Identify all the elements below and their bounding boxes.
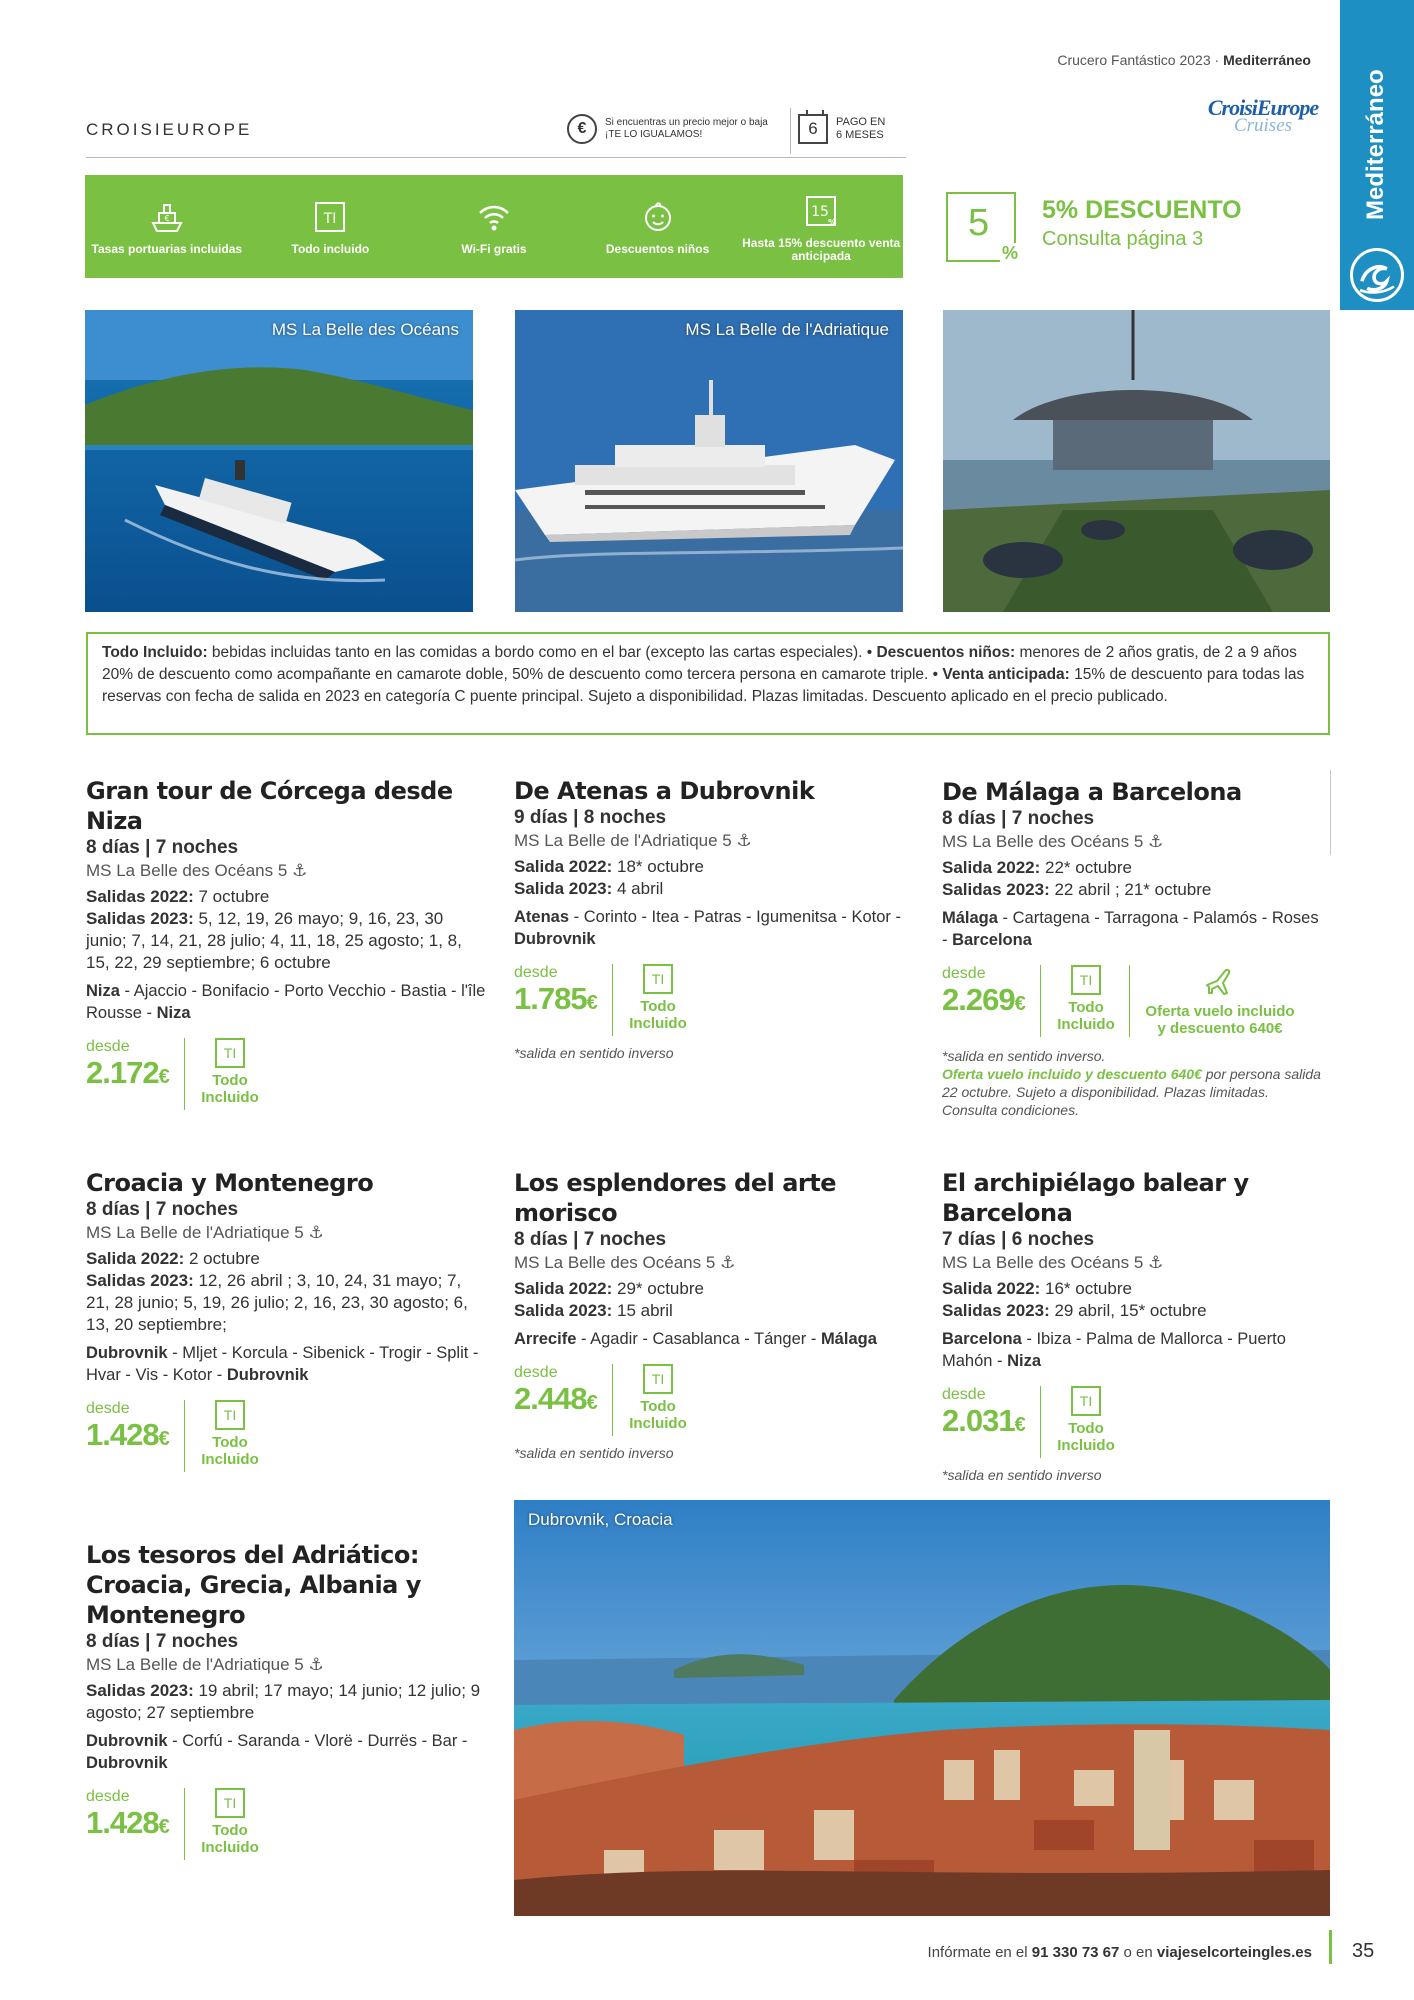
todo-incluido-badge: TI Todo Incluido	[197, 1400, 263, 1468]
trip-note: *salida en sentido inverso	[514, 1445, 674, 1461]
price-row: desde 2.448€ TI Todo Incluido	[514, 1364, 914, 1436]
flight-offer-badge: Oferta vuelo incluido y descuento 640€	[1140, 965, 1300, 1037]
discount-badge: 5 %	[946, 192, 1016, 262]
trip-duration: 8 días | 7 noches	[86, 1199, 239, 1220]
calendar-icon: 6	[798, 114, 828, 144]
trip-route: Niza - Ajaccio - Bonifacio - Porto Vecchio - Bastia - l'île Rousse - Niza	[86, 982, 486, 1022]
anchor-icon: ⚓	[720, 1253, 736, 1272]
plane-icon	[1203, 965, 1237, 999]
trip-ship: MS La Belle de l'Adriatique 5 ⚓	[514, 831, 752, 850]
payment-badge	[798, 114, 885, 144]
trip-dates: Salida 2022: 18* octubre Salida 2023: 4 abril	[514, 857, 704, 898]
photo-caption: MS La Belle de l'Adriatique	[685, 320, 889, 339]
trip-note: *salida en sentido inverso. Oferta vuelo incluido y descuento 640€ por persona salida 22 octubre. Sujeto a disponibilidad. Plazas limitadas. Consulta condiciones.	[942, 1048, 1321, 1118]
trip-card	[942, 777, 1322, 1119]
photo-deck	[943, 310, 1330, 612]
todo-incluido-badge: TI Todo Incluido	[197, 1788, 263, 1856]
trip-card	[514, 776, 914, 1062]
trip-duration: 8 días | 7 noches	[86, 837, 239, 858]
ti-icon: TI	[1071, 1386, 1101, 1416]
price: 1.785€	[514, 981, 597, 1016]
trip-duration: 8 días | 7 noches	[514, 1229, 667, 1250]
ship-icon	[147, 197, 187, 237]
trip-route: Dubrovnik - Mljet - Korcula - Sibenick - Trogir - Split - Hvar - Vis - Kotor - Dubrovnik	[86, 1344, 479, 1384]
conditions-box: Todo Incluido: bebidas incluidas tanto en las comidas a bordo como en el bar (excepto las cartas especiales). • Descuentos niños: menores de 2 años gratis, de 2 a 9 años 20% de descuento como acompañante en camarote doble, 50% de descuento como tercera persona en camarote triple. • Venta anticipada: 15% de descuento para todas las reservas con fecha de salida en 2023 en categoría C puente principal. Sujeto a disponibilidad. Plazas limitadas. Descuento aplicado en el precio publicado.	[86, 632, 1330, 735]
trip-dates: Salida 2022: 22* octubre Salidas 2023: 22 abril ; 21* octubre	[942, 858, 1212, 899]
trip-note: *salida en sentido inverso	[514, 1045, 674, 1061]
divider	[1329, 1930, 1332, 1964]
svg-text:%: %	[828, 217, 837, 227]
page-number: 35	[1352, 1940, 1375, 1962]
trip-dates: Salida 2022: 29* octubre Salida 2023: 15 abril	[514, 1279, 704, 1320]
trip-route: Dubrovnik - Corfú - Saranda - Vlorë - Durrës - Bar - Dubrovnik	[86, 1732, 468, 1772]
trip-dates: Salida 2022: 2 octubre Salidas 2023: 12, 26 abril ; 3, 10, 24, 31 mayo; 7, 21, 28 junio; 5, 19, 26 julio; 2, 16, 23, 30 agosto; 6, 13, 20 septiembre;	[86, 1249, 468, 1334]
trip-card	[942, 1168, 1332, 1484]
feature-venta-anticipada: 15 % Hasta 15% descuento venta anticipada	[739, 175, 903, 278]
svg-text:15: 15	[811, 203, 830, 220]
trip-duration: 8 días | 7 noches	[86, 1631, 239, 1652]
ti-icon: TI	[215, 1788, 245, 1818]
price: 2.448€	[514, 1381, 597, 1416]
trip-ship: MS La Belle de l'Adriatique 5 ⚓	[86, 1655, 324, 1674]
breadcrumb: Crucero Fantástico 2023 · Mediterráneo	[1057, 52, 1311, 68]
anchor-icon: ⚓	[1148, 832, 1164, 851]
svg-text:€: €	[164, 214, 170, 223]
ti-icon: TI	[215, 1400, 245, 1430]
price-match-text: Si encuentras un precio mejor o baja ¡TE LO IGUALAMOS!	[605, 117, 768, 140]
trip-duration: 7 días | 6 noches	[942, 1229, 1095, 1250]
euro-icon: €	[567, 114, 597, 144]
side-tab-label: Mediterráneo	[1362, 69, 1389, 221]
price: 2.031€	[942, 1403, 1025, 1438]
trip-title: De Málaga a Barcelona	[942, 778, 1242, 806]
price: 2.172€	[86, 1055, 169, 1090]
anchor-icon: ⚓	[308, 1223, 324, 1242]
trip-title: El archipiélago balear y Barcelona	[942, 1169, 1249, 1227]
feature-ninos: Descuentos niños	[576, 175, 740, 278]
trip-route: Barcelona - Ibiza - Palma de Mallorca - Puerto Mahón - Niza	[942, 1330, 1286, 1370]
phone-number: 91 330 73 67	[1031, 1944, 1120, 1961]
feature-todo-incluido: TI Todo incluido	[249, 175, 413, 278]
ti-icon: TI	[215, 1038, 245, 1068]
todo-incluido-badge: TI Todo Incluido	[1053, 965, 1119, 1033]
photo-caption: Dubrovnik, Croacia	[528, 1510, 673, 1529]
croisieurope-logo: CroisiEurope Cruises	[1207, 95, 1319, 136]
todo-incluido-badge: TI Todo Incluido	[625, 1364, 691, 1432]
brand-name: CROISIEUROPE	[86, 120, 253, 139]
trip-duration: 9 días | 8 noches	[514, 807, 667, 828]
price: 1.428€	[86, 1417, 169, 1452]
trip-route: Atenas - Corinto - Itea - Patras - Igumenitsa - Kotor - Dubrovnik	[514, 908, 901, 948]
trip-ship: MS La Belle des Océans 5 ⚓	[942, 832, 1164, 851]
discount-title: 5% DESCUENTO	[1042, 196, 1242, 224]
trip-ship: MS La Belle des Océans 5 ⚓	[514, 1253, 736, 1272]
trip-ship: MS La Belle des Océans 5 ⚓	[86, 861, 308, 880]
trip-dates: Salida 2022: 16* octubre Salidas 2023: 29 abril, 15* octubre	[942, 1279, 1207, 1320]
price-row: desde 2.269€ TI Todo Incluido Oferta vuelo incluido y descuento 640€	[942, 965, 1322, 1037]
price-row: desde 2.031€ TI Todo Incluido	[942, 1386, 1332, 1458]
ti-icon	[310, 197, 350, 237]
anchor-icon: ⚓	[1148, 1253, 1164, 1272]
anchor-icon: ⚓	[292, 861, 308, 880]
wifi-icon	[474, 197, 514, 237]
todo-incluido-badge: TI Todo Incluido	[1053, 1386, 1119, 1454]
trip-dates: Salidas 2022: 7 octubre Salidas 2023: 5, 12, 19, 26 mayo; 9, 16, 23, 30 junio; 7, 14, 21, 28 julio; 4, 11, 18, 25 agosto; 1, 8, 15, 22, 29 septiembre; 6 octubre	[86, 887, 462, 972]
trip-ship: MS La Belle des Océans 5 ⚓	[942, 1253, 1164, 1272]
divider	[1330, 770, 1331, 855]
section-side-tab	[1340, 0, 1414, 310]
trip-title: Gran tour de Córcega desde Niza	[86, 777, 453, 835]
trip-card	[514, 1168, 914, 1462]
photo-belle-des-oceans	[85, 310, 473, 612]
photo-caption: MS La Belle des Océans	[271, 320, 459, 339]
price-row: desde 1.785€ TI Todo Incluido	[514, 964, 914, 1036]
trip-duration: 8 días | 7 noches	[942, 808, 1095, 829]
header-rule	[86, 157, 906, 158]
price: 1.428€	[86, 1805, 169, 1840]
todo-incluido-badge: TI Todo Incluido	[625, 964, 691, 1032]
svg-text:TI: TI	[324, 211, 337, 227]
trip-route: Arrecife - Agadir - Casablanca - Tánger - Málaga	[514, 1330, 877, 1348]
feature-tasas: € Tasas portuarias incluidas	[85, 175, 249, 278]
ti-icon: TI	[643, 1364, 673, 1394]
trip-title: Los esplendores del arte morisco	[514, 1169, 836, 1227]
footer-contact: Infórmate en el 91 330 73 67 o en viajeselcorteingles.es	[927, 1944, 1312, 1961]
feature-wifi: Wi-Fi gratis	[412, 175, 576, 278]
trip-dates: Salidas 2023: 19 abril; 17 mayo; 14 junio; 12 julio; 9 agosto; 27 septiembre	[86, 1681, 481, 1722]
price-row: desde 2.172€ TI Todo Incluido	[86, 1038, 486, 1110]
divider	[790, 108, 791, 154]
photo-belle-de-adriatique	[515, 310, 903, 612]
trip-title: De Atenas a Dubrovnik	[514, 777, 815, 805]
payment-text: PAGO EN 6 MESES	[836, 116, 886, 141]
trip-route: Málaga - Cartagena - Tarragona - Palamós - Roses - Barcelona	[942, 909, 1319, 949]
photo-dubrovnik	[514, 1500, 1330, 1916]
trip-card	[86, 776, 486, 1110]
wave-logo-icon	[1350, 248, 1404, 302]
trip-title: Croacia y Montenegro	[86, 1169, 374, 1197]
trip-ship: MS La Belle de l'Adriatique 5 ⚓	[86, 1223, 324, 1242]
child-icon	[638, 197, 678, 237]
price-match-badge	[567, 114, 780, 144]
ti-icon: TI	[1071, 965, 1101, 995]
discount-subtitle: Consulta página 3	[1042, 228, 1204, 250]
ti-icon: TI	[643, 964, 673, 994]
trip-note: *salida en sentido inverso	[942, 1467, 1102, 1483]
trip-card	[86, 1540, 486, 1860]
trip-card	[86, 1168, 486, 1472]
price-row: desde 1.428€ TI Todo Incluido	[86, 1400, 486, 1472]
trip-title: Los tesoros del Adriático: Croacia, Grecia, Albania y Montenegro	[86, 1541, 421, 1629]
anchor-icon: ⚓	[736, 831, 752, 850]
price-row: desde 1.428€ TI Todo Incluido	[86, 1788, 486, 1860]
website-link: viajeselcorteingles.es	[1156, 1944, 1312, 1961]
fifteen-percent-icon	[801, 191, 841, 231]
anchor-icon: ⚓	[308, 1655, 324, 1674]
todo-incluido-badge: TI Todo Incluido	[197, 1038, 263, 1106]
price: 2.269€	[942, 982, 1025, 1017]
features-bar	[85, 175, 903, 278]
